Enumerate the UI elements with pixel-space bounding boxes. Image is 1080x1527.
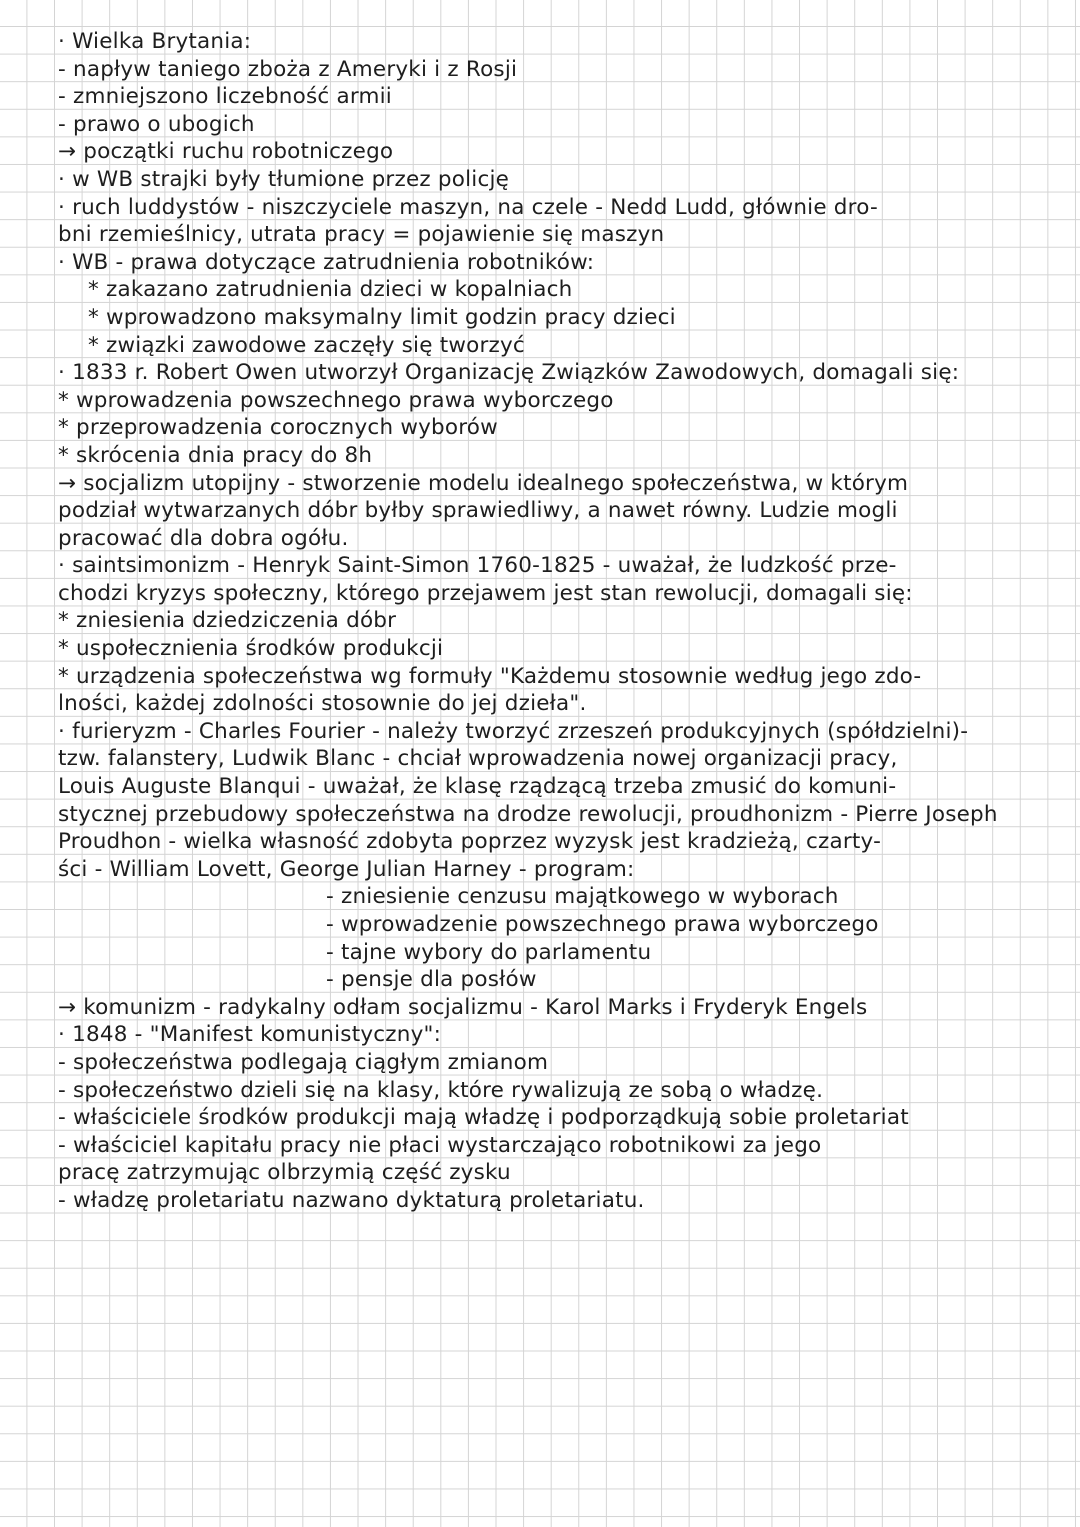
note-line: chodzi kryzys społeczny, którego przejawem jest stan rewolucji, domagali się: [58, 580, 913, 606]
program-item: - tajne wybory do parlamentu [326, 939, 652, 965]
note-line: podział wytwarzanych dóbr byłby sprawiedliwy, a nawet równy. Ludzie mogli [58, 498, 898, 524]
note-bullet: * związki zawodowe zaczęły się tworzyć [88, 332, 525, 358]
note-line: · w WB strajki były tłumione przez policję [58, 166, 510, 192]
note-bullet: * przeprowadzenia corocznych wyborów [58, 415, 498, 441]
note-bullet: * skrócenia dnia pracy do 8h [58, 442, 373, 468]
note-line: - zmniejszono liczebność armii [58, 84, 392, 110]
note-bullet: * uspołecznienia środków produkcji [58, 636, 444, 662]
note-line: stycznej przebudowy społeczeństwa na drodze rewolucji, proudhonizm - Pierre Joseph [58, 801, 998, 827]
note-line: - prawo o ubogich [58, 111, 255, 137]
note-line: · 1848 - "Manifest komunistyczny": [58, 1022, 442, 1048]
note-line: - władzę proletariatu nazwano dyktaturą proletariatu. [58, 1187, 645, 1213]
note-line: · WB - prawa dotyczące zatrudnienia robotników: [58, 249, 595, 275]
note-bullet: * wprowadzono maksymalny limit godzin pracy dzieci [88, 304, 676, 330]
note-line: ści - William Lovett, George Julian Harney - program: [58, 856, 635, 882]
note-line: bni rzemieślnicy, utrata pracy = pojawienie się maszyn [58, 222, 665, 248]
note-line: → komunizm - radykalny odłam socjalizmu - Karol Marks i Fryderyk Engels [58, 994, 868, 1020]
note-line: lności, każdej zdolności stosownie do jej dzieła". [58, 691, 587, 717]
note-line: · 1833 r. Robert Owen utworzył Organizację Związków Zawodowych, domagali się: [58, 360, 960, 386]
note-line: Proudhon - wielka własność zdobyta poprzez wyzysk jest kradzieżą, czarty- [58, 829, 882, 855]
program-item: - wprowadzenie powszechnego prawa wyborczego [326, 912, 879, 937]
note-line: - społeczeństwa podlegają ciągłym zmianom [58, 1049, 549, 1075]
note-bullet: * zniesienia dziedziczenia dóbr [58, 608, 397, 634]
note-line: · ruch luddystów - niszczyciele maszyn, na czele - Nedd Ludd, głównie dro- [58, 194, 878, 220]
note-line: pracować dla dobra ogółu. [58, 525, 349, 551]
note-bullet: * zakazano zatrudnienia dzieci w kopalniach [88, 277, 573, 303]
note-line: - właściciel kapitału pracy nie płaci wystarczająco robotnikowi za jego [58, 1132, 822, 1158]
note-line: → socjalizm utopijny - stworzenie modelu idealnego społeczeństwa, w którym [58, 470, 909, 496]
note-line: · furieryzm - Charles Fourier - należy tworzyć zrzeszeń produkcyjnych (spółdzielni)- [58, 718, 969, 744]
note-line: - właściciele środków produkcji mają władzę i podporządkują sobie proletariat [58, 1105, 909, 1131]
program-item: - pensje dla posłów [326, 967, 537, 993]
note-line: tzw. falanstery, Ludwik Blanc - chciał wprowadzenia nowej organizacji pracy, [58, 746, 898, 772]
note-bullet: * urządzenia społeczeństwa wg formuły "Każdemu stosownie według jego zdo- [58, 663, 922, 689]
note-line: · saintsimonizm - Henryk Saint-Simon 1760-1825 - uważał, że ludzkość prze- [58, 553, 897, 579]
note-heading: · Wielka Brytania: [58, 29, 252, 54]
handwritten-notes [58, 28, 1048, 1215]
note-bullet: * wprowadzenia powszechnego prawa wyborczego [58, 387, 614, 413]
note-line: - społeczeństwo dzieli się na klasy, które rywalizują ze sobą o władzę. [58, 1077, 824, 1103]
note-line: Louis Auguste Blanqui - uważał, że klasę rządzącą trzeba zmusić do komuni- [58, 774, 897, 800]
note-line: → początki ruchu robotniczego [58, 139, 394, 165]
note-line: pracę zatrzymując olbrzymią część zysku [58, 1160, 511, 1186]
note-line: - napływ taniego zboża z Ameryki i z Rosji [58, 56, 518, 82]
program-item: - zniesienie cenzusu majątkowego w wyborach [326, 884, 839, 910]
